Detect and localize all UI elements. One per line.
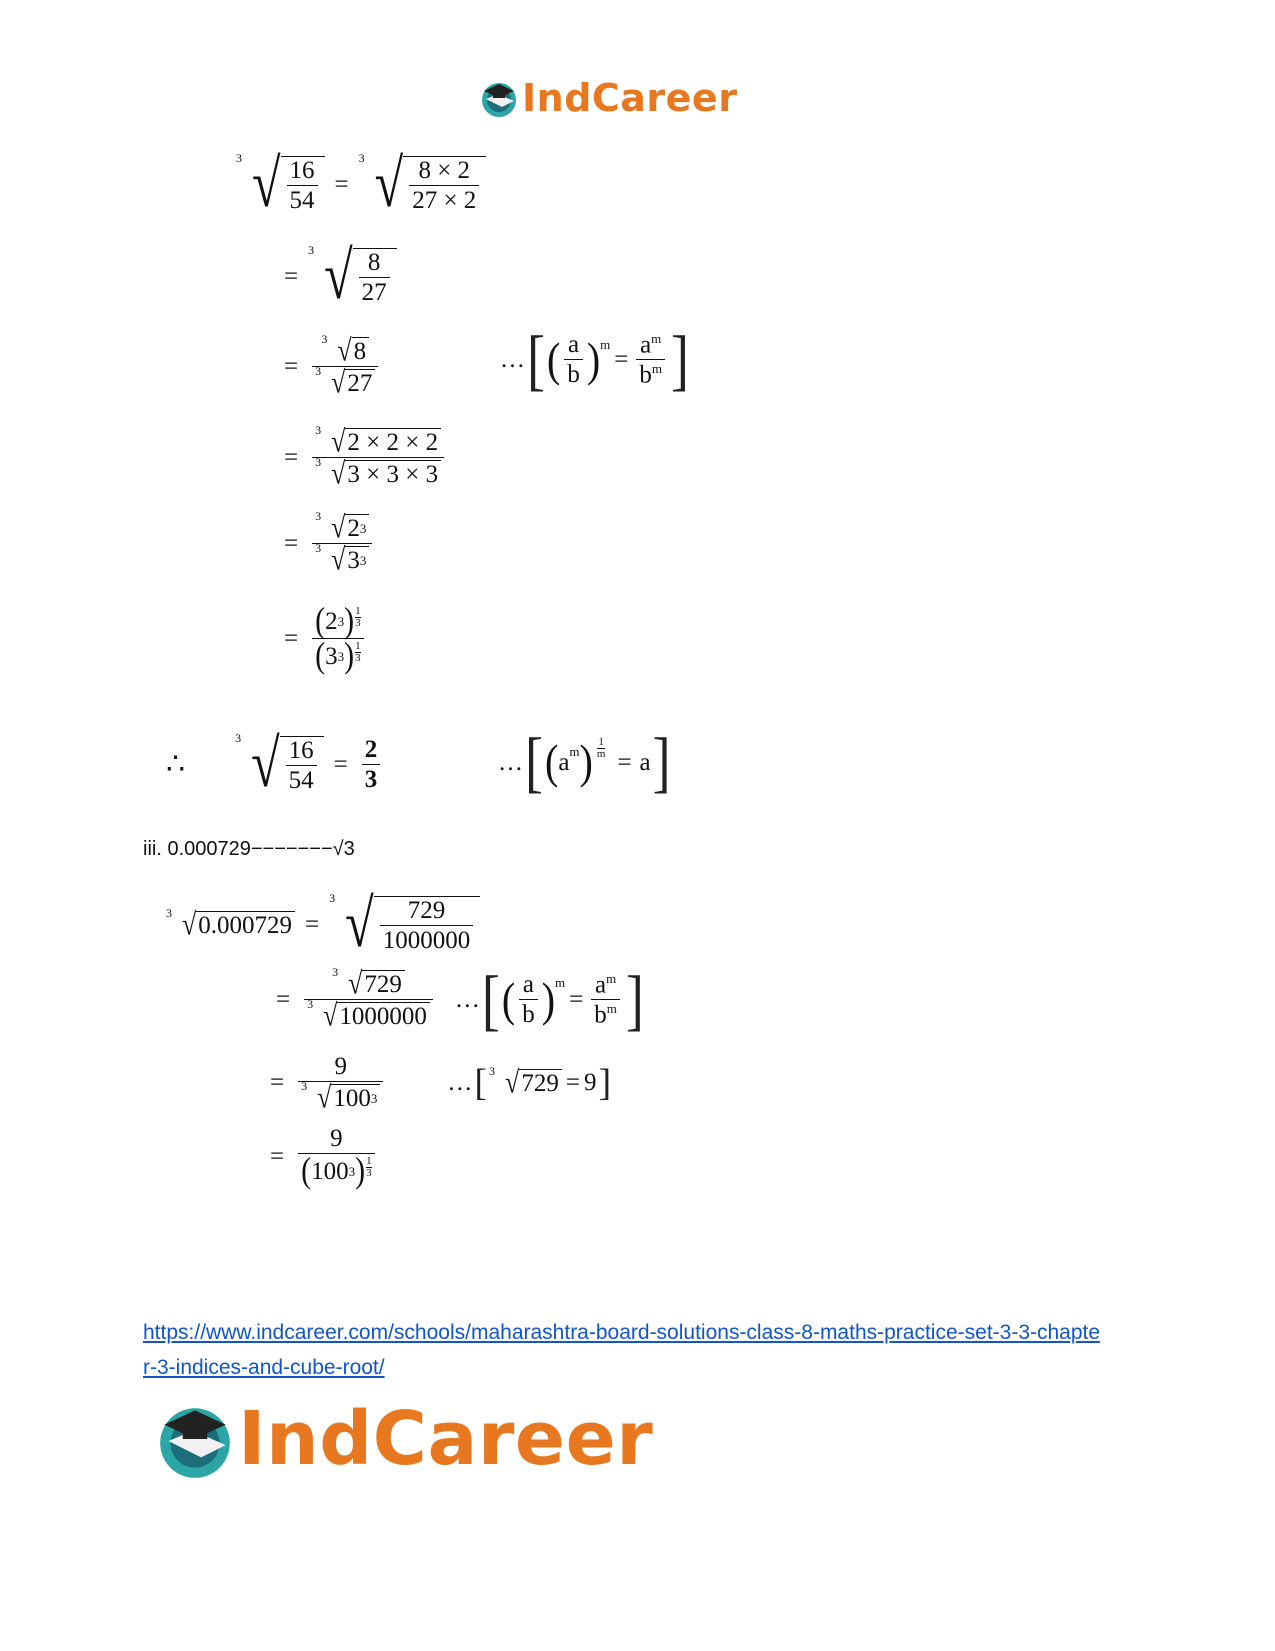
- part3-step-4: = 9 ( 100 3 ) $\frac{1}{3}$: [270, 1126, 379, 1186]
- part3-step-1: 3 √ 0.000729 = 3 √ $\frac{729}{1000000}$: [166, 896, 480, 953]
- therefore-symbol: ∴: [166, 747, 186, 781]
- step-4: = 3 √ 2 × 2 × 2 3 √ 3 × 3 × 3: [284, 428, 448, 487]
- rule-root-power: … [ ( a $^m$ ) $\frac{1}{m}$ = a ]: [498, 724, 671, 800]
- cube-root: 3 √ $\frac{16}{54}$: [235, 736, 324, 793]
- cube-root: 3 √ $\frac{729}{1000000}$: [329, 896, 480, 953]
- step-6: = ( 2 3 ) $\frac{1}{3}$ ( 3 3 ) $\frac{1}{3}$: [284, 606, 368, 671]
- step-3: = 3 √ 8 3 √ 27: [284, 337, 382, 396]
- part3-step-2: = 3 √ 729 3 √ 1000000 … [ ( $\frac{a}{b}$ ) $^m$ = $\frac{a^m}{b^m}$ ]: [276, 962, 644, 1037]
- cube-root: 3 √ $\frac{8}{27}$: [308, 248, 397, 305]
- footer-logo: [152, 1396, 653, 1482]
- header-logo: [478, 76, 737, 120]
- header-brand-text: IndCareer: [522, 76, 738, 120]
- cube-root: 3 √ $\frac{8 \times 2}{27 \times 2}$: [359, 156, 487, 213]
- footer-brand-text: IndCareer: [238, 1396, 654, 1482]
- source-link[interactable]: https://www.indcareer.com/schools/maharashtra-board-solutions-class-8-maths-practice-set-3-3-chapter-3-indices-and-cube-root/: [143, 1321, 1101, 1379]
- conclusion: ∴ 3 √ $\frac{16}{54}$ = $\frac{2}{3}$: [166, 736, 384, 793]
- rule-quotient-power: … [ ( $\frac{a}{b}$ ) $^m$ = $\frac{a^m}{b^m}$ ]: [500, 322, 689, 398]
- cube-root: 3 √ $\frac{16}{54}$: [236, 156, 325, 213]
- graduation-cap-icon: [152, 1396, 238, 1482]
- part-iii-label: iii. 0.000729−−−−−−−√3: [143, 838, 355, 860]
- step-5: = 3 √ 2 3 3 √ 3 3: [284, 514, 376, 573]
- step-2: = 3 √ $\frac{8}{27}$: [284, 248, 397, 305]
- graduation-cap-icon: [478, 77, 520, 119]
- step-1: 3 √ $\frac{16}{54}$ = 3 √ $\frac{8 \times 2}{27 \times 2}$: [236, 156, 486, 213]
- part3-step-3: = 9 3 √ 100 3 … [ 3 √ 729 = 9 ]: [270, 1053, 612, 1115]
